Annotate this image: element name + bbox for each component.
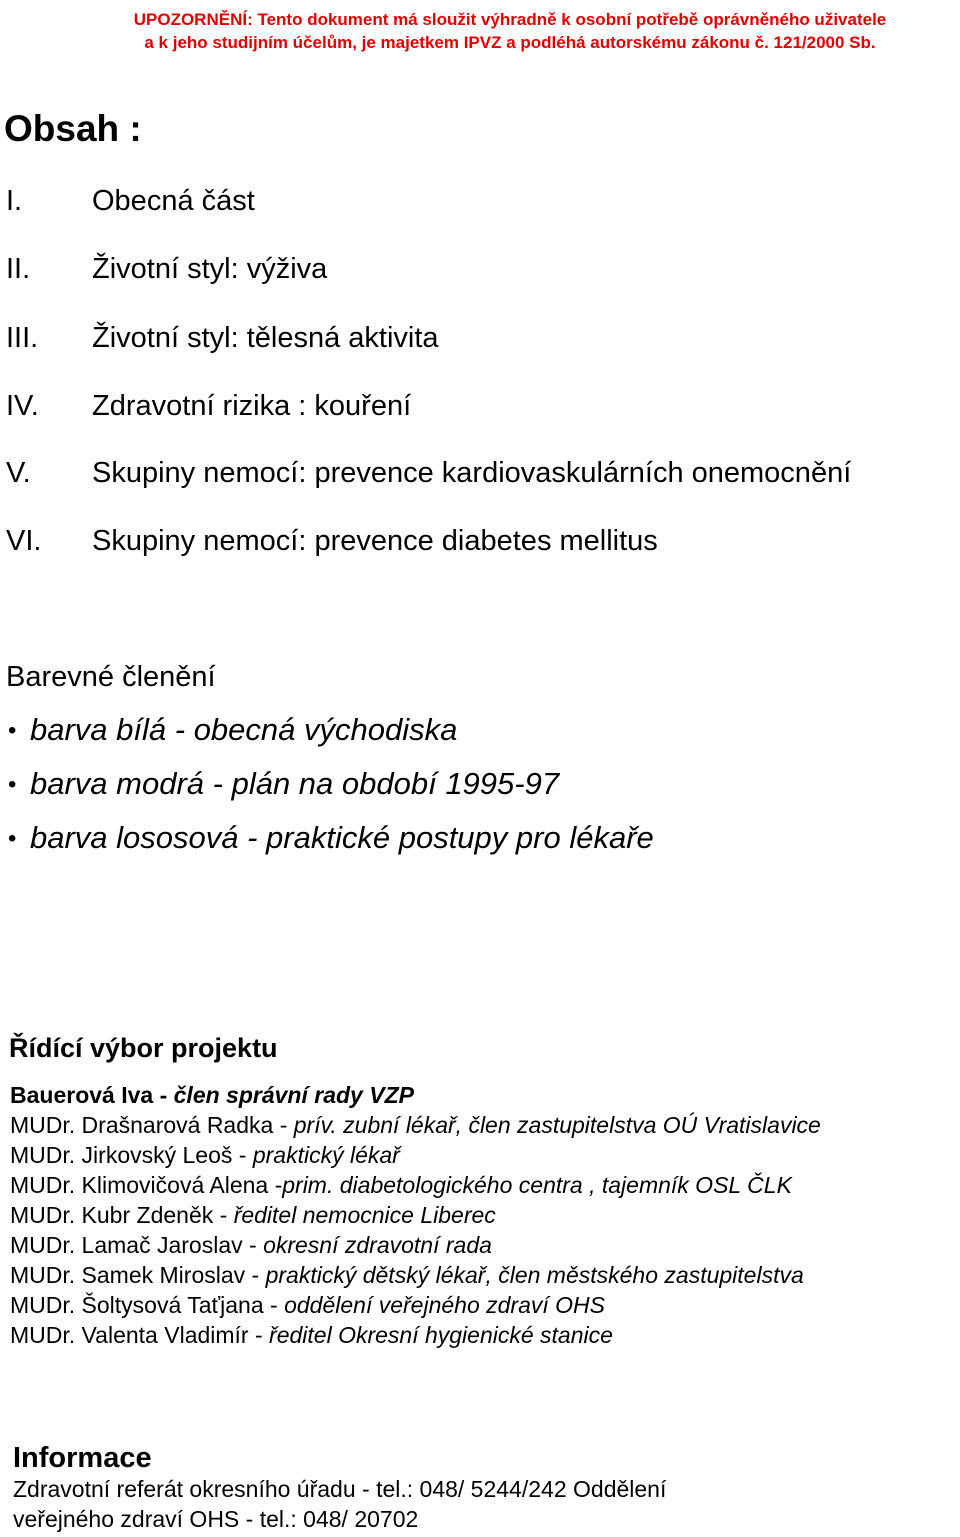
member-role: praktický dětský lékař, člen městského zastupitelstva: [265, 1262, 804, 1288]
toc-number: VI.: [6, 525, 42, 557]
committee-member: [10, 1170, 792, 1200]
info-line: Zdravotní referát okresního úřadu - tel.: 048/ 5244/242 Oddělení: [13, 1476, 667, 1502]
copyright-warning: [60, 8, 960, 54]
committee-member: [10, 1080, 414, 1110]
committee-member: [10, 1200, 496, 1230]
toc-number: III.: [6, 322, 39, 354]
member-name: Bauerová Iva -: [10, 1082, 174, 1108]
color-legend-item: [8, 764, 559, 804]
committee-member: [10, 1140, 400, 1170]
toc-text: Zdravotní rizika : kouření: [92, 390, 412, 422]
toc-text: Skupiny nemocí: prevence kardiovaskulárních onemocnění: [92, 457, 852, 489]
member-role: prim. diabetologického centra , tajemník OSL ČLK: [282, 1172, 792, 1198]
toc-number: II.: [6, 253, 31, 285]
bullet-icon: •: [8, 825, 17, 852]
committee-title: Řídící výbor projektu: [9, 1033, 278, 1063]
bullet-icon: •: [8, 771, 17, 798]
committee-member: [10, 1230, 492, 1260]
color-legend-text: barva modrá - plán na období 1995-97: [30, 766, 560, 801]
committee-member: [10, 1110, 821, 1140]
info-line: veřejného zdraví OHS - tel.: 048/ 20702: [13, 1506, 419, 1532]
toc-number: I.: [6, 185, 23, 217]
member-name: MUDr. Klimovičová Alena -: [10, 1172, 283, 1198]
committee-member: [10, 1290, 605, 1320]
warning-line-1: UPOZORNĚNÍ: Tento dokument má sloužit výhradně k osobní potřebě oprávněného uživatele: [133, 10, 887, 29]
member-name: MUDr. Lamač Jaroslav -: [10, 1232, 264, 1258]
member-role: člen správní rady VZP: [173, 1082, 414, 1108]
toc-number: V.: [6, 457, 31, 489]
color-legend-text: barva bílá - obecná východiska: [30, 712, 458, 747]
member-role: okresní zdravotní rada: [263, 1232, 492, 1258]
member-role: ředitel Okresní hygienické stanice: [269, 1322, 613, 1348]
toc-text: Životní styl: tělesná aktivita: [92, 322, 439, 354]
member-name: MUDr. Kubr Zdeněk -: [10, 1202, 234, 1228]
color-legend-text: barva lososová - praktické postupy pro lékaře: [30, 820, 654, 855]
committee-member: [10, 1260, 804, 1290]
color-legend-item: [8, 818, 654, 858]
committee-member: [10, 1320, 613, 1350]
toc-text: Skupiny nemocí: prevence diabetes mellitus: [92, 525, 658, 557]
toc-number: IV.: [6, 390, 39, 422]
color-legend-title: Barevné členění: [6, 661, 216, 693]
toc-text: Obecná část: [92, 185, 255, 217]
info-title: Informace: [13, 1442, 152, 1474]
toc-text: Životní styl: výživa: [92, 253, 328, 285]
member-name: MUDr. Šoltysová Taťjana -: [10, 1292, 285, 1318]
member-name: MUDr. Jirkovský Leoš -: [10, 1142, 253, 1168]
member-name: MUDr. Samek Miroslav -: [10, 1262, 266, 1288]
member-name: MUDr. Drašnarová Radka -: [10, 1112, 294, 1138]
member-role: prív. zubní lékař, člen zastupitelstva OÚ Vratislavice: [293, 1112, 821, 1138]
member-role: ředitel nemocnice Liberec: [233, 1202, 496, 1228]
member-role: praktický lékař: [252, 1142, 400, 1168]
bullet-icon: •: [8, 717, 17, 744]
warning-line-2: a k jeho studijním účelům, je majetkem IPVZ a podléhá autorskému zákonu č. 121/2000 Sb.: [144, 33, 876, 52]
contents-title: Obsah :: [4, 108, 142, 149]
color-legend-item: [8, 710, 457, 750]
member-role: oddělení veřejného zdraví OHS: [284, 1292, 606, 1318]
member-name: MUDr. Valenta Vladimír -: [10, 1322, 270, 1348]
